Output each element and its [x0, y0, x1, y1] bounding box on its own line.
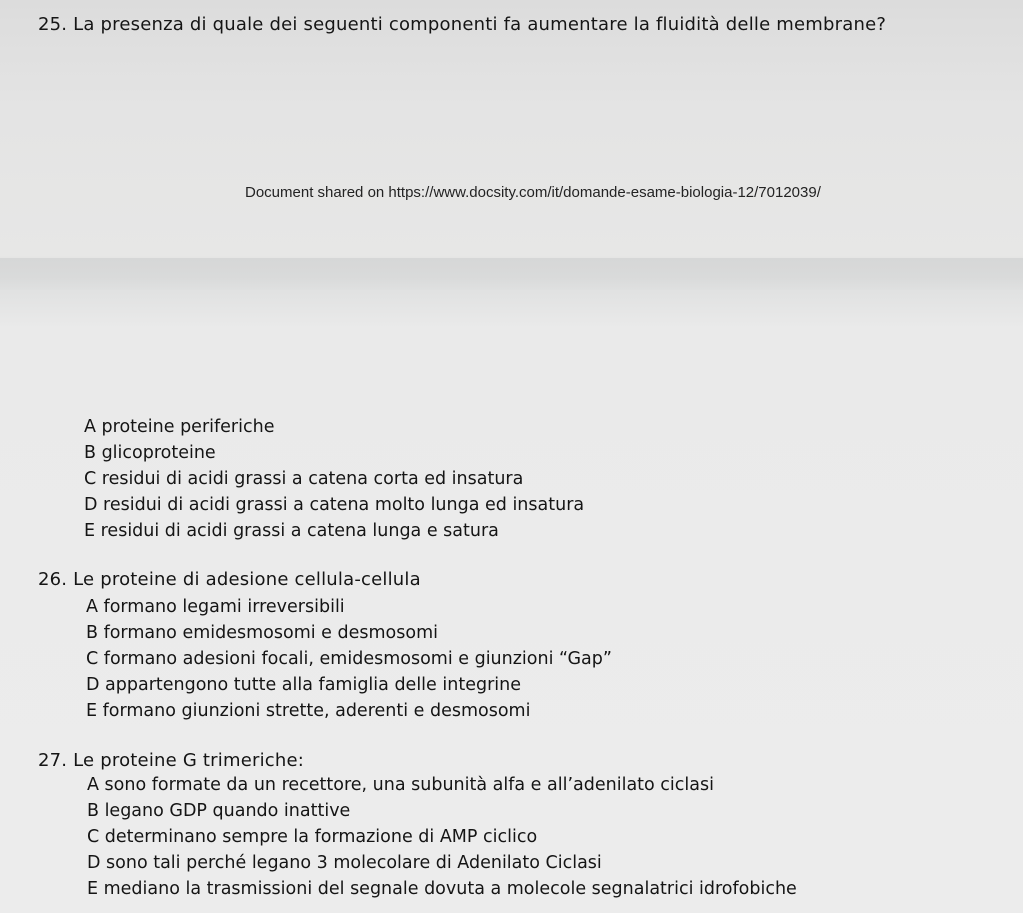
question-26-title: 26. Le proteine di adesione cellula-cellula	[38, 569, 421, 590]
question-25-title: 25. La presenza di quale dei seguenti componenti fa aumentare la fluidità delle membrane?	[38, 14, 887, 35]
question-25-option-c: C residui di acidi grassi a catena corta ed insatura	[84, 469, 524, 489]
question-26-option-a: A formano legami irreversibili	[86, 597, 345, 617]
question-27-option-a: A sono formate da un recettore, una subunità alfa e all’adenilato ciclasi	[87, 775, 714, 795]
question-26-options	[86, 594, 612, 724]
question-26-option-c: C formano adesioni focali, emidesmosomi e giunzioni “Gap”	[86, 649, 612, 669]
question-25-option-b: B glicoproteine	[84, 443, 216, 463]
page-break-band	[0, 258, 1023, 290]
question-26-option-d: D appartengono tutte alla famiglia delle integrine	[86, 675, 521, 695]
question-26-option-b: B formano emidesmosomi e desmosomi	[86, 623, 438, 643]
document-shared-note: Document shared on https://www.docsity.com/it/domande-esame-biologia-12/7012039/	[245, 184, 821, 201]
question-27-option-c: C determinano sempre la formazione di AMP ciclico	[87, 827, 538, 847]
question-25-option-a: A proteine periferiche	[84, 417, 275, 437]
question-27-title: 27. Le proteine G trimeriche:	[38, 750, 305, 771]
question-25-options	[84, 414, 584, 544]
question-25-option-d: D residui di acidi grassi a catena molto lunga ed insatura	[84, 495, 585, 515]
question-27-option-b: B legano GDP quando inattive	[87, 801, 351, 821]
question-27-option-d: D sono tali perché legano 3 molecolare di Adenilato Ciclasi	[87, 853, 602, 873]
question-27-options	[87, 772, 797, 902]
question-27-option-e: E mediano la trasmissioni del segnale dovuta a molecole segnalatrici idrofobiche	[87, 879, 797, 899]
question-26-option-e: E formano giunzioni strette, aderenti e desmosomi	[86, 701, 531, 721]
question-25-option-e: E residui di acidi grassi a catena lunga e satura	[84, 521, 499, 541]
